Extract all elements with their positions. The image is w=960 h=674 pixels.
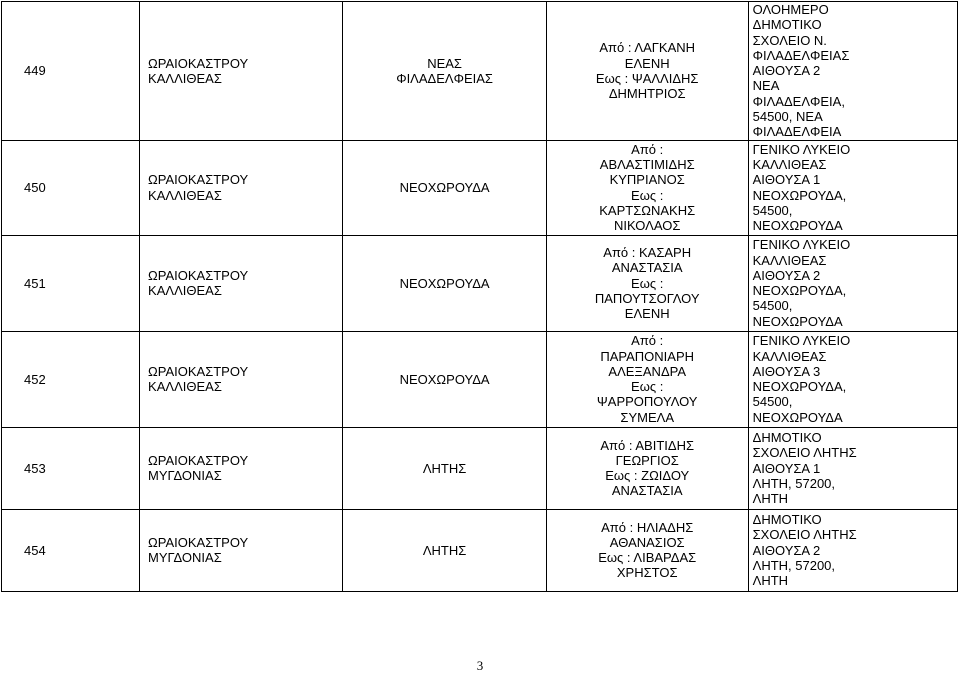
table-row — [2, 235, 958, 331]
cell-line: ΩΡΑΙΟΚΑΣΤΡΟΥ — [148, 534, 249, 550]
cell-line: 54500, — [752, 298, 793, 314]
table-row — [2, 331, 958, 427]
cell-line: ΝΕΟΧΩΡΟΥΔΑ — [752, 409, 843, 425]
cell-line: ΛΗΤΗ — [752, 491, 789, 507]
municipality-cell — [140, 509, 343, 591]
cell-line: 54500, ΝΕΑ — [752, 109, 823, 125]
area-cell — [343, 235, 546, 331]
cell-line: ΦΙΛΑΔΕΛΦΕΙΑΣ — [752, 47, 850, 63]
cell-line: ΛΗΤΗΣ — [422, 542, 467, 558]
municipality-cell — [140, 235, 343, 331]
cell-line: Από : — [631, 333, 664, 349]
cell-line: ΑΝΑΣΤΑΣΙΑ — [611, 483, 683, 499]
cell-line: ΝΕΟΧΩΡΟΥΔΑ — [399, 371, 490, 387]
polling-stations-table — [1, 1, 958, 592]
polling-place-cell — [748, 2, 957, 141]
cell-line: ΔΗΜΟΤΙΚΟ — [752, 429, 822, 445]
station-number: 452 — [2, 331, 140, 427]
cell-line: ΝΕΑΣ — [427, 55, 462, 71]
cell-line: ΦΙΛΑΔΕΛΦΕΙΑ — [752, 124, 842, 140]
cell-line: ΟΛΟΗΜΕΡΟ — [752, 2, 829, 17]
cell-line: ΝΙΚΟΛΑΟΣ — [614, 218, 681, 234]
cell-line: ΩΡΑΙΟΚΑΣΤΡΟΥ — [148, 363, 249, 379]
cell-line: ΑΘΑΝΑΣΙΟΣ — [609, 534, 685, 550]
cell-line: ΑΛΕΞΑΝΔΡΑ — [608, 363, 686, 379]
cell-line: Από : — [631, 141, 664, 157]
cell-line: ΛΗΤΗΣ — [422, 460, 467, 476]
cell-line: ΝΕΟΧΩΡΟΥΔΑ — [399, 180, 490, 196]
surname-range-cell — [546, 509, 748, 591]
cell-line: ΦΙΛΑΔΕΛΦΕΙΑΣ — [396, 70, 493, 86]
cell-line: ΣΥΜΕΛΑ — [620, 409, 674, 425]
cell-line: ΝΕΟΧΩΡΟΥΔΑ, — [752, 187, 847, 203]
cell-line: Από : ΛΑΓΚΑΝΗ — [599, 40, 696, 56]
surname-range-cell — [546, 2, 748, 141]
cell-line: ΛΗΤΗ — [752, 573, 789, 589]
cell-line: ΑΝΑΣΤΑΣΙΑ — [611, 260, 683, 276]
cell-line: Από : ΚΑΣΑΡΗ — [603, 244, 692, 260]
cell-line: ΛΗΤΗ, 57200, — [752, 557, 836, 573]
station-number: 450 — [2, 140, 140, 235]
cell-line: ΓΕΝΙΚΟ ΛΥΚΕΙΟ — [752, 237, 851, 253]
cell-line: ΝΕΑ — [752, 78, 780, 94]
cell-line: Εως : ΖΩΙΔΟΥ — [605, 468, 690, 484]
table-row — [2, 2, 958, 141]
cell-line: ΓΕΝΙΚΟ ΛΥΚΕΙΟ — [752, 333, 851, 349]
polling-place-cell — [748, 140, 957, 235]
cell-line: ΣΧΟΛΕΙΟ ΛΗΤΗΣ — [752, 445, 857, 461]
cell-line: Εως : ΨΑΛΛΙΔΗΣ — [595, 70, 699, 86]
cell-line: ΩΡΑΙΟΚΑΣΤΡΟΥ — [148, 172, 249, 188]
cell-line: ΑΙΘΟΥΣΑ 1 — [752, 460, 821, 476]
cell-line: ΛΗΤΗ, 57200, — [752, 475, 836, 491]
polling-place-cell — [748, 509, 957, 591]
table-row — [2, 140, 958, 235]
station-number: 454 — [2, 509, 140, 591]
cell-line: Εως : — [631, 187, 664, 203]
polling-place-cell — [748, 235, 957, 331]
cell-line: ΚΑΛΛΙΘΕΑΣ — [148, 70, 222, 86]
cell-line: ΑΙΘΟΥΣΑ 2 — [752, 542, 821, 558]
cell-line: ΠΑΡΑΠΟΝΙΑΡΗ — [600, 348, 695, 364]
municipality-cell — [140, 427, 343, 509]
cell-line: ΚΑΡΤΣΩΝΑΚΗΣ — [599, 202, 696, 218]
cell-line: ΚΑΛΛΙΘΕΑΣ — [148, 187, 222, 203]
area-cell — [343, 2, 546, 141]
cell-line: ΝΕΟΧΩΡΟΥΔΑ — [752, 218, 843, 234]
cell-line: ΩΡΑΙΟΚΑΣΤΡΟΥ — [148, 55, 249, 71]
cell-line: ΦΙΛΑΔΕΛΦΕΙΑ, — [752, 93, 845, 109]
cell-line: ΑΙΘΟΥΣΑ 2 — [752, 63, 821, 79]
station-number: 449 — [2, 2, 140, 141]
cell-line: ΧΡΗΣΤΟΣ — [616, 565, 678, 581]
station-number: 451 — [2, 235, 140, 331]
cell-line: ΣΧΟΛΕΙΟ Ν. — [752, 32, 827, 48]
cell-line: ΨΑΡΡΟΠΟΥΛΟΥ — [596, 394, 698, 410]
cell-line: ΑΒΛΑΣΤΙΜΙΔΗΣ — [599, 157, 695, 173]
area-cell — [343, 509, 546, 591]
cell-line: ΔΗΜΟΤΙΚΟ — [752, 511, 822, 527]
cell-line: Από : ΗΛΙΑΔΗΣ — [601, 519, 694, 535]
polling-place-cell — [748, 331, 957, 427]
cell-line: ΝΕΟΧΩΡΟΥΔΑ, — [752, 379, 847, 395]
municipality-cell — [140, 331, 343, 427]
cell-line: ΕΛΕΝΗ — [624, 306, 670, 322]
cell-line: ΓΕΩΡΓΙΟΣ — [615, 452, 679, 468]
municipality-cell — [140, 2, 343, 141]
cell-line: Από : ΑΒΙΤΙΔΗΣ — [600, 437, 694, 453]
cell-line: ΝΕΟΧΩΡΟΥΔΑ, — [752, 283, 847, 299]
cell-line: ΑΙΘΟΥΣΑ 1 — [752, 172, 821, 188]
cell-line: ΩΡΑΙΟΚΑΣΤΡΟΥ — [148, 267, 249, 283]
table-row — [2, 427, 958, 509]
cell-line: Εως : ΛΙΒΑΡΔΑΣ — [598, 550, 697, 566]
area-cell — [343, 140, 546, 235]
cell-line: ΑΙΘΟΥΣΑ 3 — [752, 363, 821, 379]
cell-line: ΩΡΑΙΟΚΑΣΤΡΟΥ — [148, 452, 249, 468]
area-cell — [343, 331, 546, 427]
page-number: 3 — [476, 658, 484, 673]
area-cell — [343, 427, 546, 509]
cell-line: 54500, — [752, 394, 793, 410]
cell-line: Εως : — [631, 275, 664, 291]
cell-line: ΚΥΠΡΙΑΝΟΣ — [609, 172, 685, 188]
cell-line: ΠΑΠΟΥΤΣΟΓΛΟΥ — [594, 290, 700, 306]
surname-range-cell — [546, 331, 748, 427]
cell-line: Εως : — [631, 379, 664, 395]
cell-line: ΓΕΝΙΚΟ ΛΥΚΕΙΟ — [752, 141, 851, 157]
cell-line: ΔΗΜΗΤΡΙΟΣ — [608, 86, 686, 102]
cell-line: ΝΕΟΧΩΡΟΥΔΑ — [752, 313, 843, 329]
cell-line: ΜΥΓΔΟΝΙΑΣ — [148, 468, 222, 484]
cell-line: ΜΥΓΔΟΝΙΑΣ — [148, 550, 222, 566]
surname-range-cell — [546, 235, 748, 331]
cell-line: ΚΑΛΛΙΘΕΑΣ — [148, 379, 222, 395]
cell-line: ΚΑΛΛΙΘΕΑΣ — [148, 283, 222, 299]
municipality-cell — [140, 140, 343, 235]
cell-line: 54500, — [752, 202, 793, 218]
cell-line: ΔΗΜΟΤΙΚΟ — [752, 17, 822, 33]
station-number: 453 — [2, 427, 140, 509]
polling-place-cell — [748, 427, 957, 509]
cell-line: ΚΑΛΛΙΘΕΑΣ — [752, 348, 827, 364]
cell-line: ΝΕΟΧΩΡΟΥΔΑ — [399, 275, 490, 291]
cell-line: ΚΑΛΛΙΘΕΑΣ — [752, 252, 827, 268]
surname-range-cell — [546, 427, 748, 509]
table-body — [2, 2, 958, 592]
cell-line: ΕΛΕΝΗ — [624, 55, 670, 71]
cell-line: ΑΙΘΟΥΣΑ 2 — [752, 267, 821, 283]
cell-line: ΣΧΟΛΕΙΟ ΛΗΤΗΣ — [752, 527, 857, 543]
table-row — [2, 509, 958, 591]
cell-line: ΚΑΛΛΙΘΕΑΣ — [752, 157, 827, 173]
surname-range-cell — [546, 140, 748, 235]
